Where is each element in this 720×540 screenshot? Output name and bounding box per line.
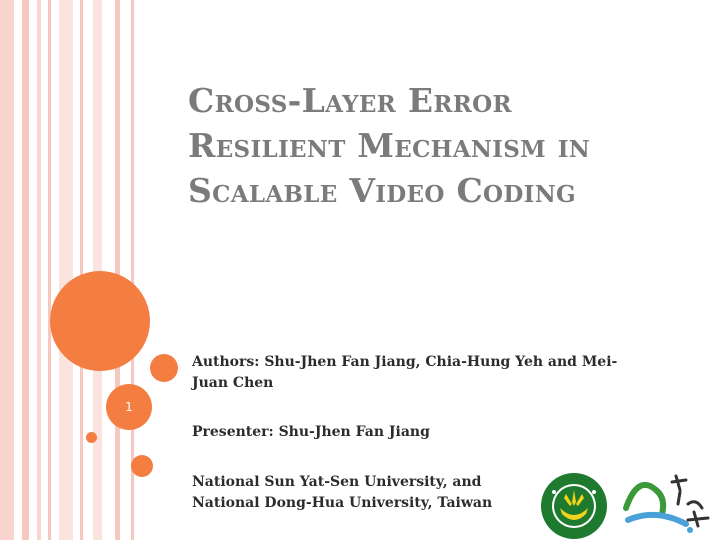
presenter-text xyxy=(192,422,672,443)
stripe xyxy=(93,0,102,540)
title-line: Resilient Mechanism in xyxy=(188,126,591,165)
decorative-stripes xyxy=(0,0,134,540)
ndhu-university-logo xyxy=(540,472,608,540)
authors-line: Juan Chen xyxy=(192,375,274,391)
stripe xyxy=(80,0,83,540)
slide-number: 1 xyxy=(125,400,133,414)
presenter-line: Presenter: Shu-Jhen Fan Jiang xyxy=(192,424,430,440)
decorative-circle-medium xyxy=(150,354,178,382)
slide-number-badge xyxy=(106,384,152,430)
authors-text xyxy=(192,352,672,394)
affiliation-line: National Dong-Hua University, Taiwan xyxy=(192,495,493,511)
title-line: Cross-Layer Error xyxy=(188,81,512,120)
stripe xyxy=(48,0,51,540)
stripe xyxy=(22,0,29,540)
stripe xyxy=(0,0,14,540)
decorative-circle-medium xyxy=(131,455,153,477)
stripe xyxy=(115,0,120,540)
slide-title xyxy=(188,78,688,213)
title-line: Scalable Video Coding xyxy=(188,171,576,210)
stripe xyxy=(59,0,73,540)
decorative-circle-small xyxy=(86,432,97,443)
stripe xyxy=(37,0,41,540)
authors-line: Authors: Shu-Jhen Fan Jiang, Chia-Hung Yeh and Mei- xyxy=(192,354,618,370)
affiliation-line: National Sun Yat-Sen University, and xyxy=(192,474,482,490)
nsysu-university-logo xyxy=(616,468,716,538)
decorative-circle-large xyxy=(50,271,150,371)
